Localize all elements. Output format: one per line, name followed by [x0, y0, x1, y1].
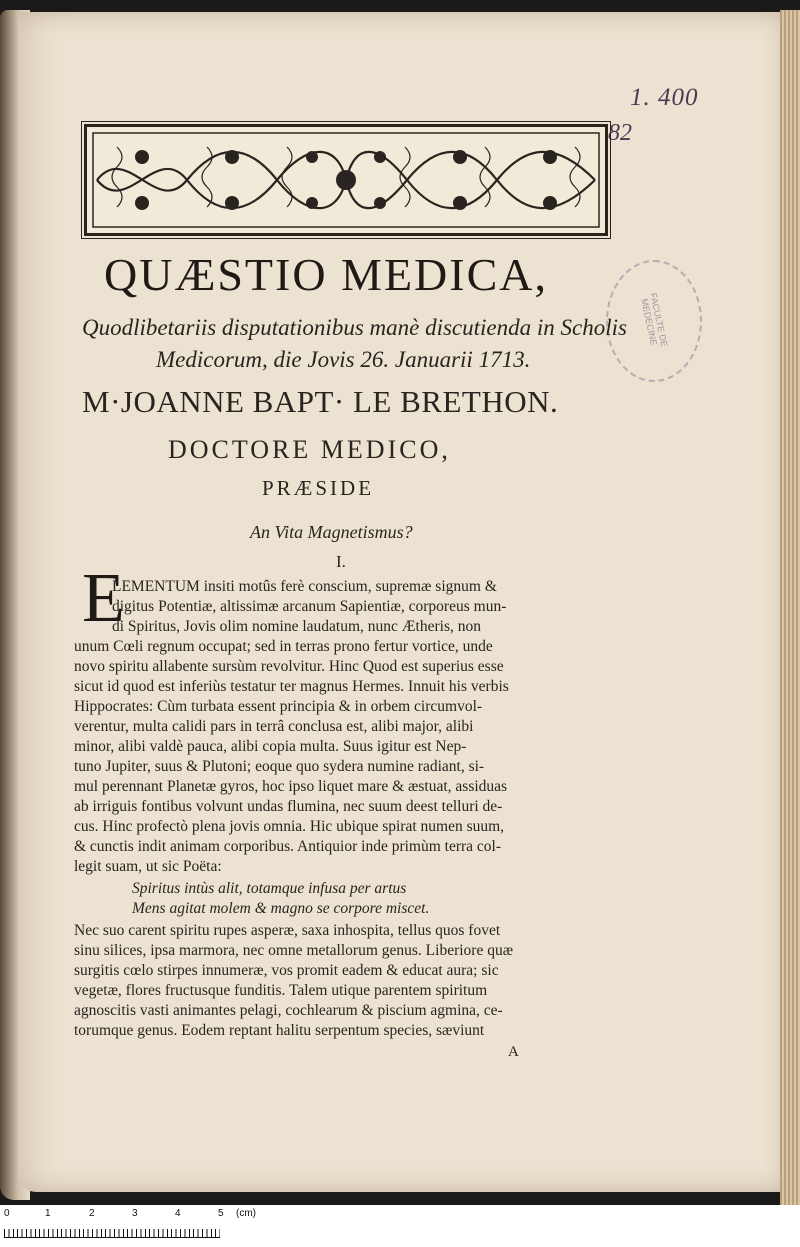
body-line: sicut id quod est inferiùs testatur ter magnus Hermes. Innuit his verbis: [74, 678, 509, 695]
body-line: & cunctis indit animam corporibus. Antiquior inde primùm terra col-: [74, 838, 502, 855]
body-line: surgitis cœlo stirpes innumeræ, vos promit eadem & educat aura; sic: [74, 962, 499, 979]
verse-line: Mens agitat molem & magno se corpore miscet.: [132, 900, 430, 917]
body-line: novo spiritu allabente sursùm revolvitur. Hinc Quod est superius esse: [74, 658, 504, 675]
scale-number: 2: [89, 1208, 95, 1219]
body-line: agnoscitis vasti animantes pelagi, cochlearum & piscium agmina, ce-: [74, 1002, 503, 1019]
stamp-text: FACULTE DE MEDECINE: [639, 292, 670, 348]
body-line: mul perennant Planetæ gyros, hoc ipso liquet mare & æstuat, assiduas: [74, 778, 508, 795]
scale-number: 1: [45, 1208, 51, 1219]
scale-number: 3: [132, 1208, 138, 1219]
body-line: vegetæ, flores fructusque funditis. Talem utique parentem spiritum: [74, 982, 488, 999]
measurement-scale: [0, 1205, 800, 1247]
author-name: M·JOANNE BAPT· LE BRETHON.: [82, 384, 559, 419]
section-numeral: I.: [336, 552, 346, 571]
body-line: legit suam, ut sic Poëta:: [74, 858, 222, 875]
body-line: torumque genus. Eodem reptant halitu serpentum species, sæviunt: [74, 1022, 485, 1039]
scale-number: 4: [175, 1208, 181, 1219]
author-role: DOCTORE MEDICO,: [168, 435, 451, 464]
body-line: sinu silices, ipsa marmora, nec omne metallorum genus. Liberiore quæ: [74, 942, 514, 959]
body-line: cus. Hinc profectò plena jovis omnia. Hic ubique spirat numen suum,: [74, 818, 505, 835]
subtitle-line-2: Medicorum, die Jovis 26. Januarii 1713.: [156, 347, 531, 372]
scale-unit: (cm): [236, 1208, 256, 1219]
body-line: unum Cœli regnum occupat; sed in terras prono fertur vortice, unde: [74, 638, 493, 655]
thesis-question: An Vita Magnetismus?: [250, 522, 413, 542]
floral-ornament-icon: [87, 127, 605, 233]
body-line: ab irriguis fontibus volvunt undas flumina, nec suum deest telluri de-: [74, 798, 503, 815]
scale-number: 0: [4, 1208, 10, 1219]
body-line: minor, alibi valdè pauca, alibi copia multa. Suus igitur est Nep-: [74, 738, 467, 755]
scale-number: 5: [218, 1208, 224, 1219]
body-line: digitus Potentiæ, altissimæ arcanum Sapientiæ, corporeus mun-: [112, 598, 507, 615]
handwritten-note-top: 1. 400: [630, 84, 699, 111]
ornamental-headpiece: [84, 124, 608, 236]
signature-mark: A: [508, 1044, 519, 1060]
page-title: QUÆSTIO MEDICA,: [104, 249, 548, 300]
body-line: di Spiritus, Jovis olim nomine laudatum, nunc Ætheris, non: [112, 618, 481, 635]
body-line: Nec suo carent spiritu rupes asperæ, saxa inhospita, tellus quos fovet: [74, 922, 501, 939]
verse-line: Spiritus intùs alit, totamque infusa per artus: [132, 880, 407, 897]
ruler-ticks: [4, 1229, 220, 1238]
subtitle-line-1: Quodlibetariis disputationibus manè discutienda in Scholis: [82, 315, 627, 340]
drop-cap: E: [82, 560, 125, 637]
praeside-label: PRÆSIDE: [262, 476, 375, 500]
body-line: Hippocrates: Cùm turbata essent principia & in orbem circumvol-: [74, 698, 483, 715]
page-edges: [780, 10, 800, 1205]
body-line: verentur, multa calidi pars in terrâ conclusa est, alibi major, alibi: [74, 718, 474, 735]
body-line: LEMENTUM insiti motûs ferè conscium, supremæ signum &: [112, 578, 497, 595]
body-line: tuno Jupiter, suus & Plutoni; eoque quo sydera numine radiant, si-: [74, 758, 485, 775]
handwritten-page-number: 82: [608, 120, 632, 146]
book-page: [18, 12, 790, 1192]
